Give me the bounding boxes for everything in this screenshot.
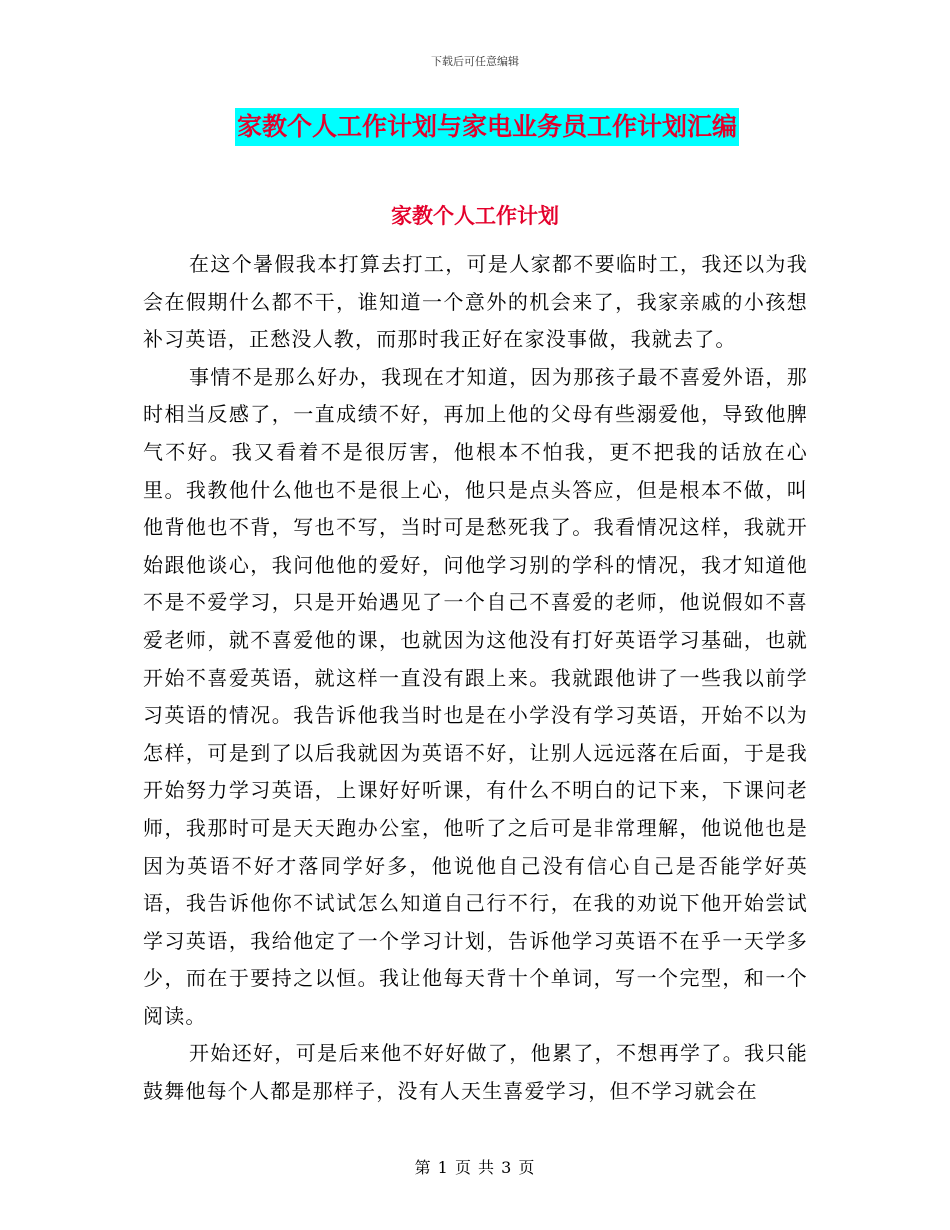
page-number-footer: 第 1 页 共 3 页 xyxy=(414,1158,536,1177)
paragraph: 开始还好，可是后来他不好好做了，他累了，不想再学了。我只能鼓舞他每个人都是那样子，没有人天生喜爱学习，但不学习就会在 xyxy=(143,1041,808,1104)
document-title: 家教个人工作计划与家电业务员工作计划汇编 xyxy=(235,108,739,146)
document-body xyxy=(143,246,808,1111)
document-title-container xyxy=(0,108,950,146)
section-title: 家教个人工作计划 xyxy=(391,203,559,228)
page-header-note: 下载后可任意编辑 xyxy=(431,55,519,68)
paragraph: 在这个暑假我本打算去打工，可是人家都不要临时工，我还以为我会在假期什么都不干，谁知道一个意外的机会来了，我家亲戚的小孩想补习英语，正愁没人教，而那时我正好在家没事做，我就去了。 xyxy=(143,252,808,352)
paragraph: 事情不是那么好办，我现在才知道，因为那孩子最不喜爱外语，那时相当反感了，一直成绩不好，再加上他的父母有些溺爱他，导致他脾气不好。我又看着不是很厉害，他根本不怕我，更不把我的话放在心里。我教他什么他也不是很上心，他只是点头答应，但是根本不做，叫他背他也不背，写也不写，当时可是愁死我了。我看情况这样，我就开始跟他谈心，我问他他的爱好，问他学习别的学科的情况，我才知道他不是不爱学习，只是开始遇见了一个自己不喜爱的老师，他说假如不喜爱老师，就不喜爱他的课，也就因为这他没有打好英语学习基础，也就开始不喜爱英语，就这样一直没有跟上来。我就跟他讲了一些我以前学习英语的情况。我告诉他我当时也是在小学没有学习英语，开始不以为怎样，可是到了以后我就因为英语不好，让别人远远落在后面，于是我开始努力学习英语，上课好好听课，有什么不明白的记下来，下课问老师，我那时可是天天跑办公室，他听了之后可是非常理解，他说他也是因为英语不好才落同学好多，他说他自己没有信心自己是否能学好英语，我告诉他你不试试怎么知道自己行不行，在我的劝说下他开始尝试学习英语，我给他定了一个学习计划，告诉他学习英语不在乎一天学多少，而在于要持之以恒。我让他每天背十个单词，写一个完型，和一个阅读。 xyxy=(143,364,808,1028)
